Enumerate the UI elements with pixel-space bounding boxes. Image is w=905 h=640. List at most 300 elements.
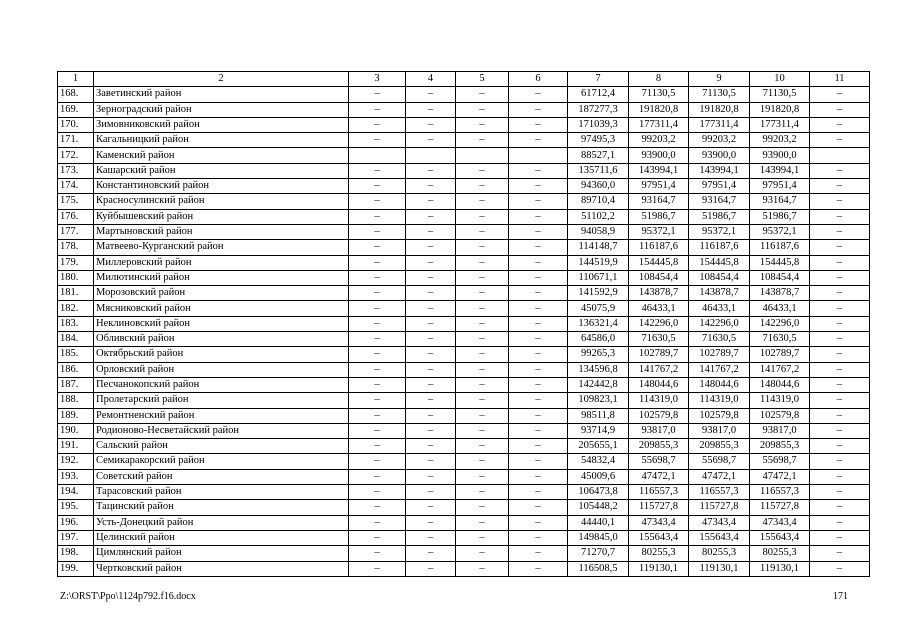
column-header: 1 — [58, 72, 94, 87]
value-cell: 99203,2 — [629, 133, 689, 148]
table-cell: – — [456, 209, 509, 224]
table-header-row — [58, 72, 870, 87]
value-cell: 154445,8 — [689, 255, 750, 270]
table-cell: – — [406, 209, 456, 224]
table-row — [58, 332, 870, 347]
district-name: Красносулинский район — [94, 194, 349, 209]
table-cell: – — [456, 469, 509, 484]
table-cell: – — [509, 316, 568, 331]
table-cell: – — [509, 209, 568, 224]
district-name: Тарасовский район — [94, 485, 349, 500]
table-cell: – — [349, 515, 406, 530]
column-header: 11 — [810, 72, 870, 87]
value-cell: 97951,4 — [629, 179, 689, 194]
table-cell: – — [406, 240, 456, 255]
district-name: Матвеево-Курганский район — [94, 240, 349, 255]
row-number: 196. — [58, 515, 94, 530]
value-cell: 191820,8 — [689, 102, 750, 117]
table-cell: – — [456, 561, 509, 576]
table-cell: – — [456, 224, 509, 239]
table-cell: – — [456, 377, 509, 392]
value-cell: 154445,8 — [750, 255, 810, 270]
table-cell: – — [810, 270, 870, 285]
table-cell: – — [810, 179, 870, 194]
value-cell: 144519,9 — [568, 255, 629, 270]
table-cell: – — [810, 102, 870, 117]
table-cell: – — [456, 546, 509, 561]
value-cell: 105448,2 — [568, 500, 629, 515]
value-cell: 55698,7 — [629, 454, 689, 469]
table-cell: – — [810, 133, 870, 148]
table-cell: – — [509, 530, 568, 545]
table-cell: – — [810, 377, 870, 392]
value-cell: 93900,0 — [689, 148, 750, 163]
value-cell: 95372,1 — [689, 224, 750, 239]
value-cell: 99203,2 — [689, 133, 750, 148]
row-number: 193. — [58, 469, 94, 484]
table-cell: – — [406, 286, 456, 301]
table-cell: – — [456, 485, 509, 500]
district-name: Зерноградский район — [94, 102, 349, 117]
table-cell: – — [349, 102, 406, 117]
value-cell: 108454,4 — [750, 270, 810, 285]
district-name: Родионово-Несветайский район — [94, 423, 349, 438]
column-header: 4 — [406, 72, 456, 87]
table-cell: – — [349, 224, 406, 239]
row-number: 197. — [58, 530, 94, 545]
table-cell — [349, 148, 406, 163]
district-name: Кагальницкий район — [94, 133, 349, 148]
table-row — [58, 362, 870, 377]
value-cell: 93817,0 — [629, 423, 689, 438]
table-cell: – — [456, 332, 509, 347]
value-cell: 142296,0 — [629, 316, 689, 331]
table-cell: – — [456, 194, 509, 209]
table-cell: – — [509, 347, 568, 362]
table-cell: – — [456, 393, 509, 408]
table-cell: – — [406, 194, 456, 209]
table-row — [58, 500, 870, 515]
district-name: Целинский район — [94, 530, 349, 545]
value-cell: 116187,6 — [629, 240, 689, 255]
table-cell: – — [456, 240, 509, 255]
value-cell: 97951,4 — [750, 179, 810, 194]
district-name: Мартыновский район — [94, 224, 349, 239]
value-cell: 149845,0 — [568, 530, 629, 545]
district-name: Зимовниковский район — [94, 117, 349, 132]
value-cell: 148044,6 — [629, 377, 689, 392]
value-cell: 94360,0 — [568, 179, 629, 194]
value-cell: 114319,0 — [629, 393, 689, 408]
table-cell: – — [406, 454, 456, 469]
table-row — [58, 270, 870, 285]
value-cell: 155643,4 — [689, 530, 750, 545]
table-cell: – — [456, 500, 509, 515]
value-cell: 93900,0 — [629, 148, 689, 163]
row-number: 174. — [58, 179, 94, 194]
table-cell: – — [810, 117, 870, 132]
row-number: 189. — [58, 408, 94, 423]
table-cell: – — [456, 286, 509, 301]
value-cell: 55698,7 — [750, 454, 810, 469]
value-cell: 54832,4 — [568, 454, 629, 469]
table-cell: – — [810, 561, 870, 576]
table-cell: – — [810, 408, 870, 423]
table-cell: – — [509, 133, 568, 148]
table-cell: – — [509, 163, 568, 178]
table-cell: – — [509, 255, 568, 270]
value-cell: 47472,1 — [629, 469, 689, 484]
table-cell — [509, 148, 568, 163]
district-name: Каменский район — [94, 148, 349, 163]
table-cell: – — [349, 117, 406, 132]
table-row — [58, 148, 870, 163]
value-cell: 143878,7 — [689, 286, 750, 301]
value-cell: 71130,5 — [750, 87, 810, 102]
value-cell: 191820,8 — [750, 102, 810, 117]
value-cell: 177311,4 — [629, 117, 689, 132]
value-cell: 115727,8 — [689, 500, 750, 515]
table-cell: – — [509, 270, 568, 285]
table-cell: – — [406, 362, 456, 377]
district-name: Миллеровский район — [94, 255, 349, 270]
table-cell: – — [349, 270, 406, 285]
value-cell: 64586,0 — [568, 332, 629, 347]
value-cell: 177311,4 — [689, 117, 750, 132]
value-cell: 80255,3 — [629, 546, 689, 561]
table-cell — [456, 148, 509, 163]
value-cell: 93714,9 — [568, 423, 629, 438]
row-number: 168. — [58, 87, 94, 102]
table-cell: – — [456, 255, 509, 270]
table-cell: – — [810, 332, 870, 347]
table-cell: – — [509, 286, 568, 301]
table-cell: – — [509, 485, 568, 500]
row-number: 179. — [58, 255, 94, 270]
table-cell: – — [456, 117, 509, 132]
table-row — [58, 194, 870, 209]
table-row — [58, 209, 870, 224]
value-cell: 97951,4 — [689, 179, 750, 194]
district-name: Пролетарский район — [94, 393, 349, 408]
page-number: 171 — [833, 591, 848, 602]
row-number: 186. — [58, 362, 94, 377]
value-cell: 143994,1 — [629, 163, 689, 178]
table-cell: – — [349, 133, 406, 148]
district-name: Семикаракорский район — [94, 454, 349, 469]
value-cell: 51102,2 — [568, 209, 629, 224]
table-cell: – — [406, 332, 456, 347]
value-cell: 116557,3 — [629, 485, 689, 500]
value-cell: 109823,1 — [568, 393, 629, 408]
value-cell: 187277,3 — [568, 102, 629, 117]
district-name: Милютинский район — [94, 270, 349, 285]
value-cell: 51986,7 — [629, 209, 689, 224]
table-cell: – — [406, 316, 456, 331]
value-cell: 93817,0 — [689, 423, 750, 438]
value-cell: 71130,5 — [629, 87, 689, 102]
value-cell: 136321,4 — [568, 316, 629, 331]
district-name: Ремонтненский район — [94, 408, 349, 423]
table-cell: – — [406, 485, 456, 500]
row-number: 171. — [58, 133, 94, 148]
value-cell: 80255,3 — [689, 546, 750, 561]
table-cell: – — [349, 179, 406, 194]
table-cell: – — [810, 500, 870, 515]
district-name: Константиновский район — [94, 179, 349, 194]
district-name: Морозовский район — [94, 286, 349, 301]
table-row — [58, 377, 870, 392]
value-cell: 45075,9 — [568, 301, 629, 316]
district-name: Неклиновский район — [94, 316, 349, 331]
table-cell: – — [349, 408, 406, 423]
value-cell: 102789,7 — [689, 347, 750, 362]
table-cell: – — [456, 439, 509, 454]
value-cell: 93164,7 — [689, 194, 750, 209]
table-cell: – — [406, 439, 456, 454]
column-header: 7 — [568, 72, 629, 87]
table-row — [58, 117, 870, 132]
row-number: 199. — [58, 561, 94, 576]
value-cell: 80255,3 — [750, 546, 810, 561]
table-cell: – — [349, 209, 406, 224]
table-cell: – — [509, 194, 568, 209]
table-cell: – — [810, 393, 870, 408]
column-header: 10 — [750, 72, 810, 87]
value-cell: 108454,4 — [629, 270, 689, 285]
value-cell: 205655,1 — [568, 439, 629, 454]
table-cell: – — [406, 301, 456, 316]
table-cell: – — [349, 393, 406, 408]
table-row — [58, 316, 870, 331]
district-name: Обливский район — [94, 332, 349, 347]
table-cell: – — [509, 362, 568, 377]
value-cell: 47472,1 — [689, 469, 750, 484]
table-cell — [406, 148, 456, 163]
value-cell: 95372,1 — [750, 224, 810, 239]
table-cell: – — [810, 87, 870, 102]
value-cell: 102579,8 — [689, 408, 750, 423]
table-cell: – — [349, 500, 406, 515]
table-row — [58, 240, 870, 255]
table-cell: – — [810, 454, 870, 469]
value-cell: 71630,5 — [750, 332, 810, 347]
value-cell: 102789,7 — [750, 347, 810, 362]
table-cell: – — [509, 393, 568, 408]
table-cell: – — [456, 530, 509, 545]
value-cell: 97495,3 — [568, 133, 629, 148]
table-cell: – — [509, 301, 568, 316]
table-cell: – — [810, 240, 870, 255]
value-cell: 46433,1 — [629, 301, 689, 316]
value-cell: 55698,7 — [689, 454, 750, 469]
value-cell: 116187,6 — [689, 240, 750, 255]
value-cell: 99203,2 — [750, 133, 810, 148]
value-cell: 115727,8 — [750, 500, 810, 515]
table-cell: – — [349, 485, 406, 500]
table-cell: – — [406, 561, 456, 576]
table-cell: – — [810, 163, 870, 178]
table-cell: – — [349, 454, 406, 469]
table-cell: – — [349, 87, 406, 102]
table-row — [58, 179, 870, 194]
district-name: Советский район — [94, 469, 349, 484]
value-cell: 142296,0 — [750, 316, 810, 331]
district-name: Заветинский район — [94, 87, 349, 102]
table-cell: – — [349, 561, 406, 576]
table-cell: – — [456, 454, 509, 469]
table-cell: – — [406, 393, 456, 408]
table-row — [58, 286, 870, 301]
table-cell: – — [456, 179, 509, 194]
table-cell: – — [509, 454, 568, 469]
table-cell: – — [349, 469, 406, 484]
table-cell: – — [509, 240, 568, 255]
row-number: 180. — [58, 270, 94, 285]
value-cell: 71270,7 — [568, 546, 629, 561]
table-cell: – — [406, 423, 456, 438]
row-number: 182. — [58, 301, 94, 316]
row-number: 175. — [58, 194, 94, 209]
value-cell: 143994,1 — [750, 163, 810, 178]
value-cell: 89710,4 — [568, 194, 629, 209]
table-cell: – — [456, 316, 509, 331]
row-number: 190. — [58, 423, 94, 438]
value-cell: 116187,6 — [750, 240, 810, 255]
table-row — [58, 530, 870, 545]
value-cell: 102579,8 — [750, 408, 810, 423]
table-cell: – — [406, 179, 456, 194]
value-cell: 45009,6 — [568, 469, 629, 484]
row-number: 198. — [58, 546, 94, 561]
table-cell: – — [406, 515, 456, 530]
table-cell: – — [456, 423, 509, 438]
column-header: 2 — [94, 72, 349, 87]
district-name: Октябрьский район — [94, 347, 349, 362]
value-cell: 94058,9 — [568, 224, 629, 239]
table-cell: – — [406, 530, 456, 545]
table-cell: – — [509, 179, 568, 194]
table-row — [58, 546, 870, 561]
value-cell: 51986,7 — [689, 209, 750, 224]
table-cell: – — [810, 194, 870, 209]
value-cell: 115727,8 — [629, 500, 689, 515]
value-cell: 148044,6 — [750, 377, 810, 392]
table-row — [58, 515, 870, 530]
table-cell: – — [456, 408, 509, 423]
table-cell: – — [406, 163, 456, 178]
row-number: 192. — [58, 454, 94, 469]
table-cell: – — [810, 530, 870, 545]
district-name: Сальский район — [94, 439, 349, 454]
row-number: 176. — [58, 209, 94, 224]
table-cell: – — [406, 500, 456, 515]
table-cell: – — [810, 224, 870, 239]
row-number: 170. — [58, 117, 94, 132]
value-cell: 191820,8 — [629, 102, 689, 117]
table-cell: – — [349, 530, 406, 545]
table-cell: – — [406, 469, 456, 484]
table-cell: – — [509, 377, 568, 392]
table-body — [58, 72, 870, 577]
table-cell: – — [406, 255, 456, 270]
row-number: 183. — [58, 316, 94, 331]
table-cell: – — [509, 561, 568, 576]
value-cell: 155643,4 — [629, 530, 689, 545]
file-path: Z:\ORST\Ppo\1124p792.f16.docx — [60, 591, 196, 602]
table-cell: – — [509, 117, 568, 132]
value-cell: 47472,1 — [750, 469, 810, 484]
table-cell: – — [810, 347, 870, 362]
table-cell: – — [406, 87, 456, 102]
table-cell: – — [349, 301, 406, 316]
table-cell: – — [509, 423, 568, 438]
column-header: 9 — [689, 72, 750, 87]
table-cell: – — [406, 224, 456, 239]
table-cell: – — [456, 102, 509, 117]
value-cell: 143878,7 — [750, 286, 810, 301]
value-cell: 134596,8 — [568, 362, 629, 377]
table-row — [58, 347, 870, 362]
district-name: Куйбышевский район — [94, 209, 349, 224]
table-cell: – — [810, 209, 870, 224]
district-name: Цимлянский район — [94, 546, 349, 561]
row-number: 178. — [58, 240, 94, 255]
table-cell: – — [406, 347, 456, 362]
table-row — [58, 408, 870, 423]
table-cell: – — [456, 87, 509, 102]
value-cell: 99265,3 — [568, 347, 629, 362]
value-cell: 93164,7 — [750, 194, 810, 209]
value-cell: 102789,7 — [629, 347, 689, 362]
value-cell: 155643,4 — [750, 530, 810, 545]
value-cell: 51986,7 — [750, 209, 810, 224]
table-cell: – — [406, 270, 456, 285]
table-cell: – — [406, 546, 456, 561]
table-row — [58, 439, 870, 454]
table-row — [58, 224, 870, 239]
value-cell: 71630,5 — [689, 332, 750, 347]
table-cell: – — [456, 133, 509, 148]
value-cell: 135711,6 — [568, 163, 629, 178]
table-cell: – — [349, 377, 406, 392]
value-cell: 141767,2 — [629, 362, 689, 377]
district-name: Чертковский район — [94, 561, 349, 576]
value-cell: 47343,4 — [750, 515, 810, 530]
column-header: 5 — [456, 72, 509, 87]
table-cell: – — [349, 316, 406, 331]
table-cell: – — [810, 301, 870, 316]
table-cell: – — [509, 546, 568, 561]
district-name: Орловский район — [94, 362, 349, 377]
table-row — [58, 485, 870, 500]
row-number: 173. — [58, 163, 94, 178]
table-cell: – — [810, 286, 870, 301]
row-number: 185. — [58, 347, 94, 362]
value-cell: 119130,1 — [629, 561, 689, 576]
table-cell: – — [810, 515, 870, 530]
row-number: 184. — [58, 332, 94, 347]
district-name: Тацинский район — [94, 500, 349, 515]
table-cell: – — [810, 316, 870, 331]
value-cell: 177311,4 — [750, 117, 810, 132]
value-cell: 141592,9 — [568, 286, 629, 301]
district-name: Песчанокопский район — [94, 377, 349, 392]
value-cell: 141767,2 — [689, 362, 750, 377]
table-cell: – — [810, 439, 870, 454]
value-cell: 154445,8 — [629, 255, 689, 270]
table-cell: – — [456, 163, 509, 178]
